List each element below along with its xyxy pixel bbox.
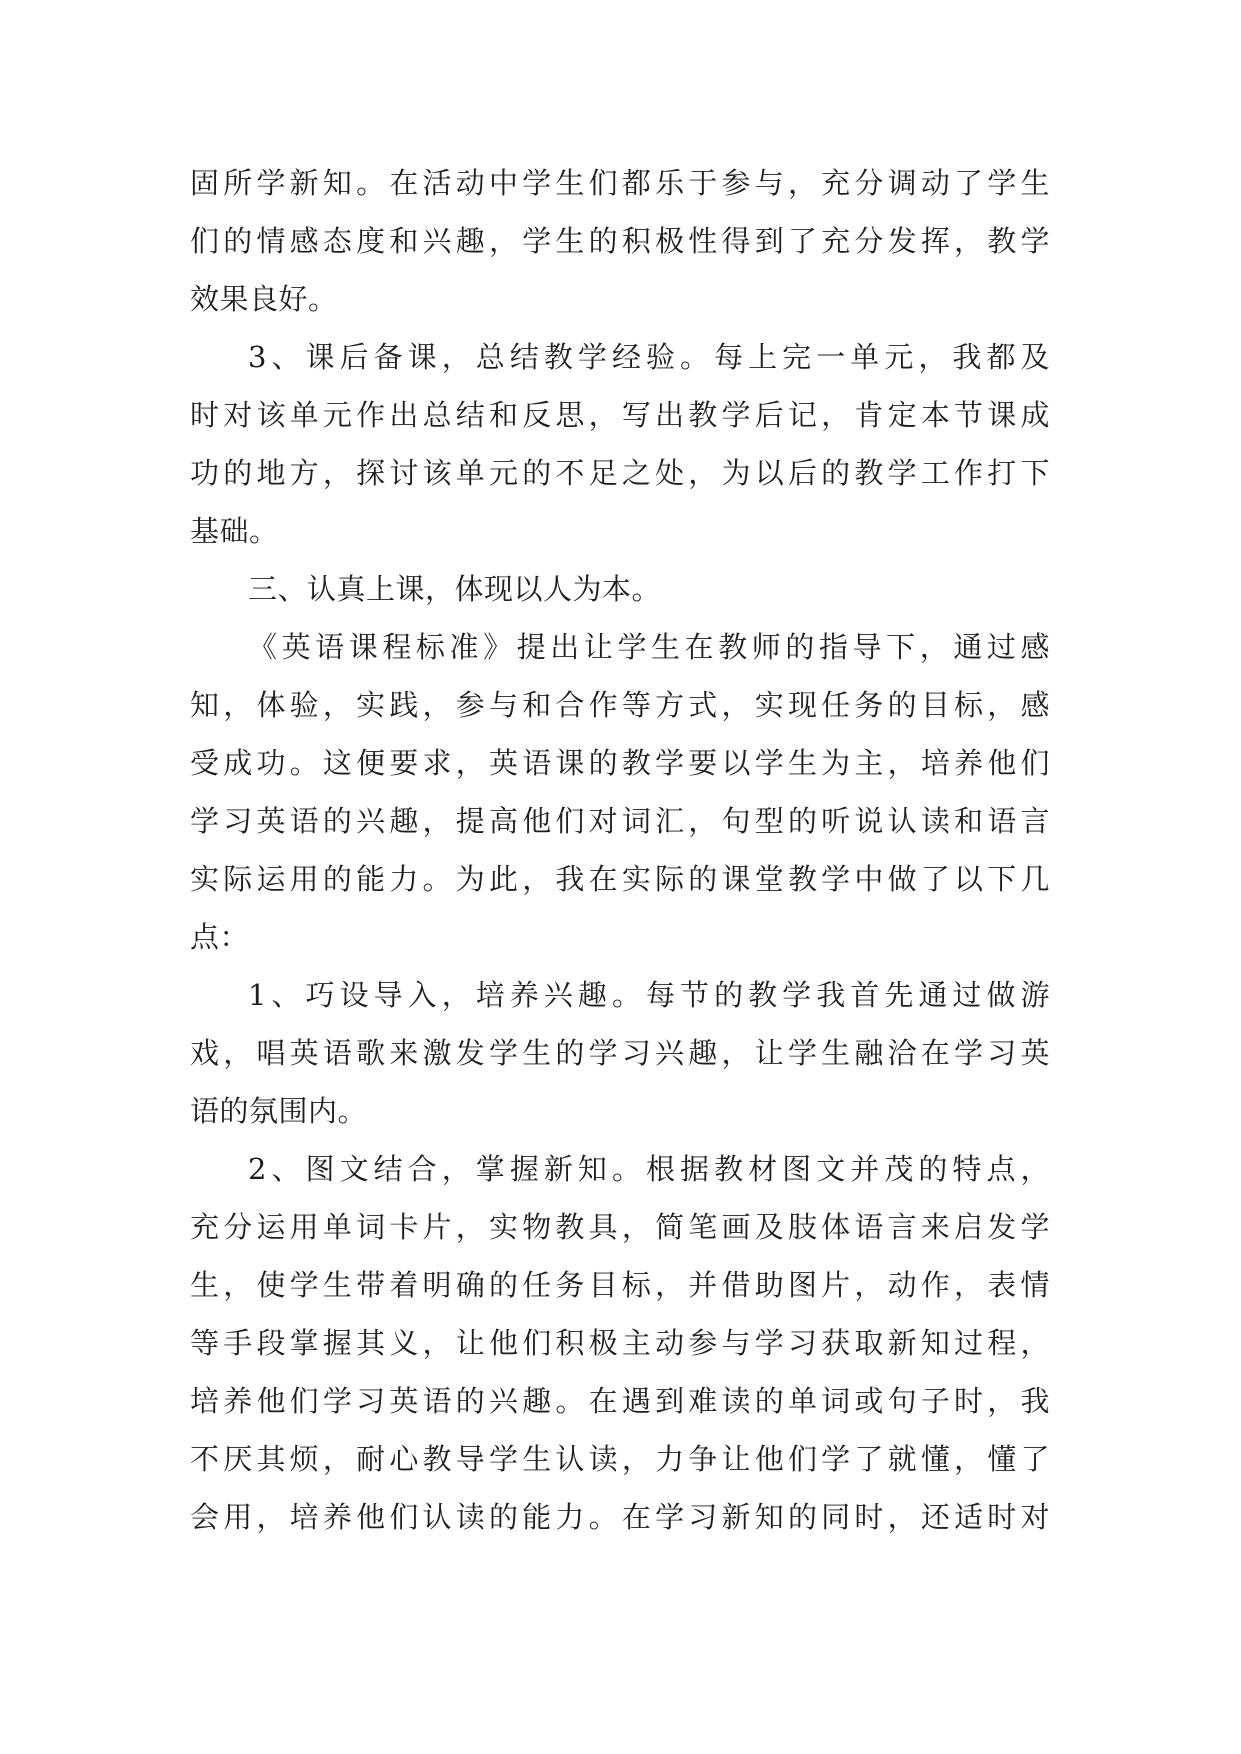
text-line: 受成功。这便要求，英语课的教学要以学生为主，培养他们 — [190, 746, 1050, 780]
document-body — [190, 154, 1050, 1546]
text-line: 时对该单元作出总结和反思，写出教学后记，肯定本节课成 — [190, 398, 1050, 432]
text-line: 生，使学生带着明确的任务目标，并借助图片，动作，表情 — [190, 1268, 1050, 1302]
paragraph — [190, 328, 1050, 560]
paragraph — [190, 154, 1050, 328]
text-line: 不厌其烦，耐心教导学生认读，力争让他们学了就懂，懂了 — [190, 1442, 1050, 1476]
text-line: 《英语课程标准》提出让学生在教师的指导下，通过感 — [248, 630, 1050, 664]
text-line: 培养他们学习英语的兴趣。在遇到难读的单词或句子时，我 — [190, 1384, 1050, 1418]
section-heading — [190, 560, 1050, 618]
text-line: 充分运用单词卡片，实物教具，简笔画及肢体语言来启发学 — [190, 1210, 1050, 1244]
text-line: 2、图文结合，掌握新知。根据教材图文并茂的特点， — [248, 1152, 1050, 1186]
text-line: 固所学新知。在活动中学生们都乐于参与，充分调动了学生 — [190, 166, 1050, 200]
paragraph — [190, 966, 1050, 1140]
text-line: 点： — [190, 920, 250, 954]
text-line: 戏，唱英语歌来激发学生的学习兴趣，让学生融洽在学习英 — [190, 1036, 1050, 1070]
text-line: 基础。 — [190, 514, 279, 548]
text-line: 3、课后备课，总结教学经验。每上完一单元，我都及 — [248, 340, 1050, 374]
text-line: 们的情感态度和兴趣，学生的积极性得到了充分发挥，教学 — [190, 224, 1050, 258]
paragraph — [190, 1140, 1050, 1546]
text-line: 会用，培养他们认读的能力。在学习新知的同时，还适时对 — [190, 1500, 1050, 1534]
text-line: 1、巧设导入，培养兴趣。每节的教学我首先通过做游 — [248, 978, 1050, 1012]
text-line: 三、认真上课，体现以人为本。 — [248, 572, 662, 606]
text-line: 学习英语的兴趣，提高他们对词汇，句型的听说认读和语言 — [190, 804, 1050, 838]
text-line: 效果良好。 — [190, 282, 338, 316]
text-line: 知，体验，实践，参与和合作等方式，实现任务的目标，感 — [190, 688, 1050, 722]
paragraph — [190, 618, 1050, 966]
text-line: 功的地方，探讨该单元的不足之处，为以后的教学工作打下 — [190, 456, 1050, 490]
text-line: 等手段掌握其义，让他们积极主动参与学习获取新知过程， — [190, 1326, 1050, 1360]
text-line: 实际运用的能力。为此，我在实际的课堂教学中做了以下几 — [190, 862, 1050, 896]
text-line: 语的氛围内。 — [190, 1094, 368, 1128]
